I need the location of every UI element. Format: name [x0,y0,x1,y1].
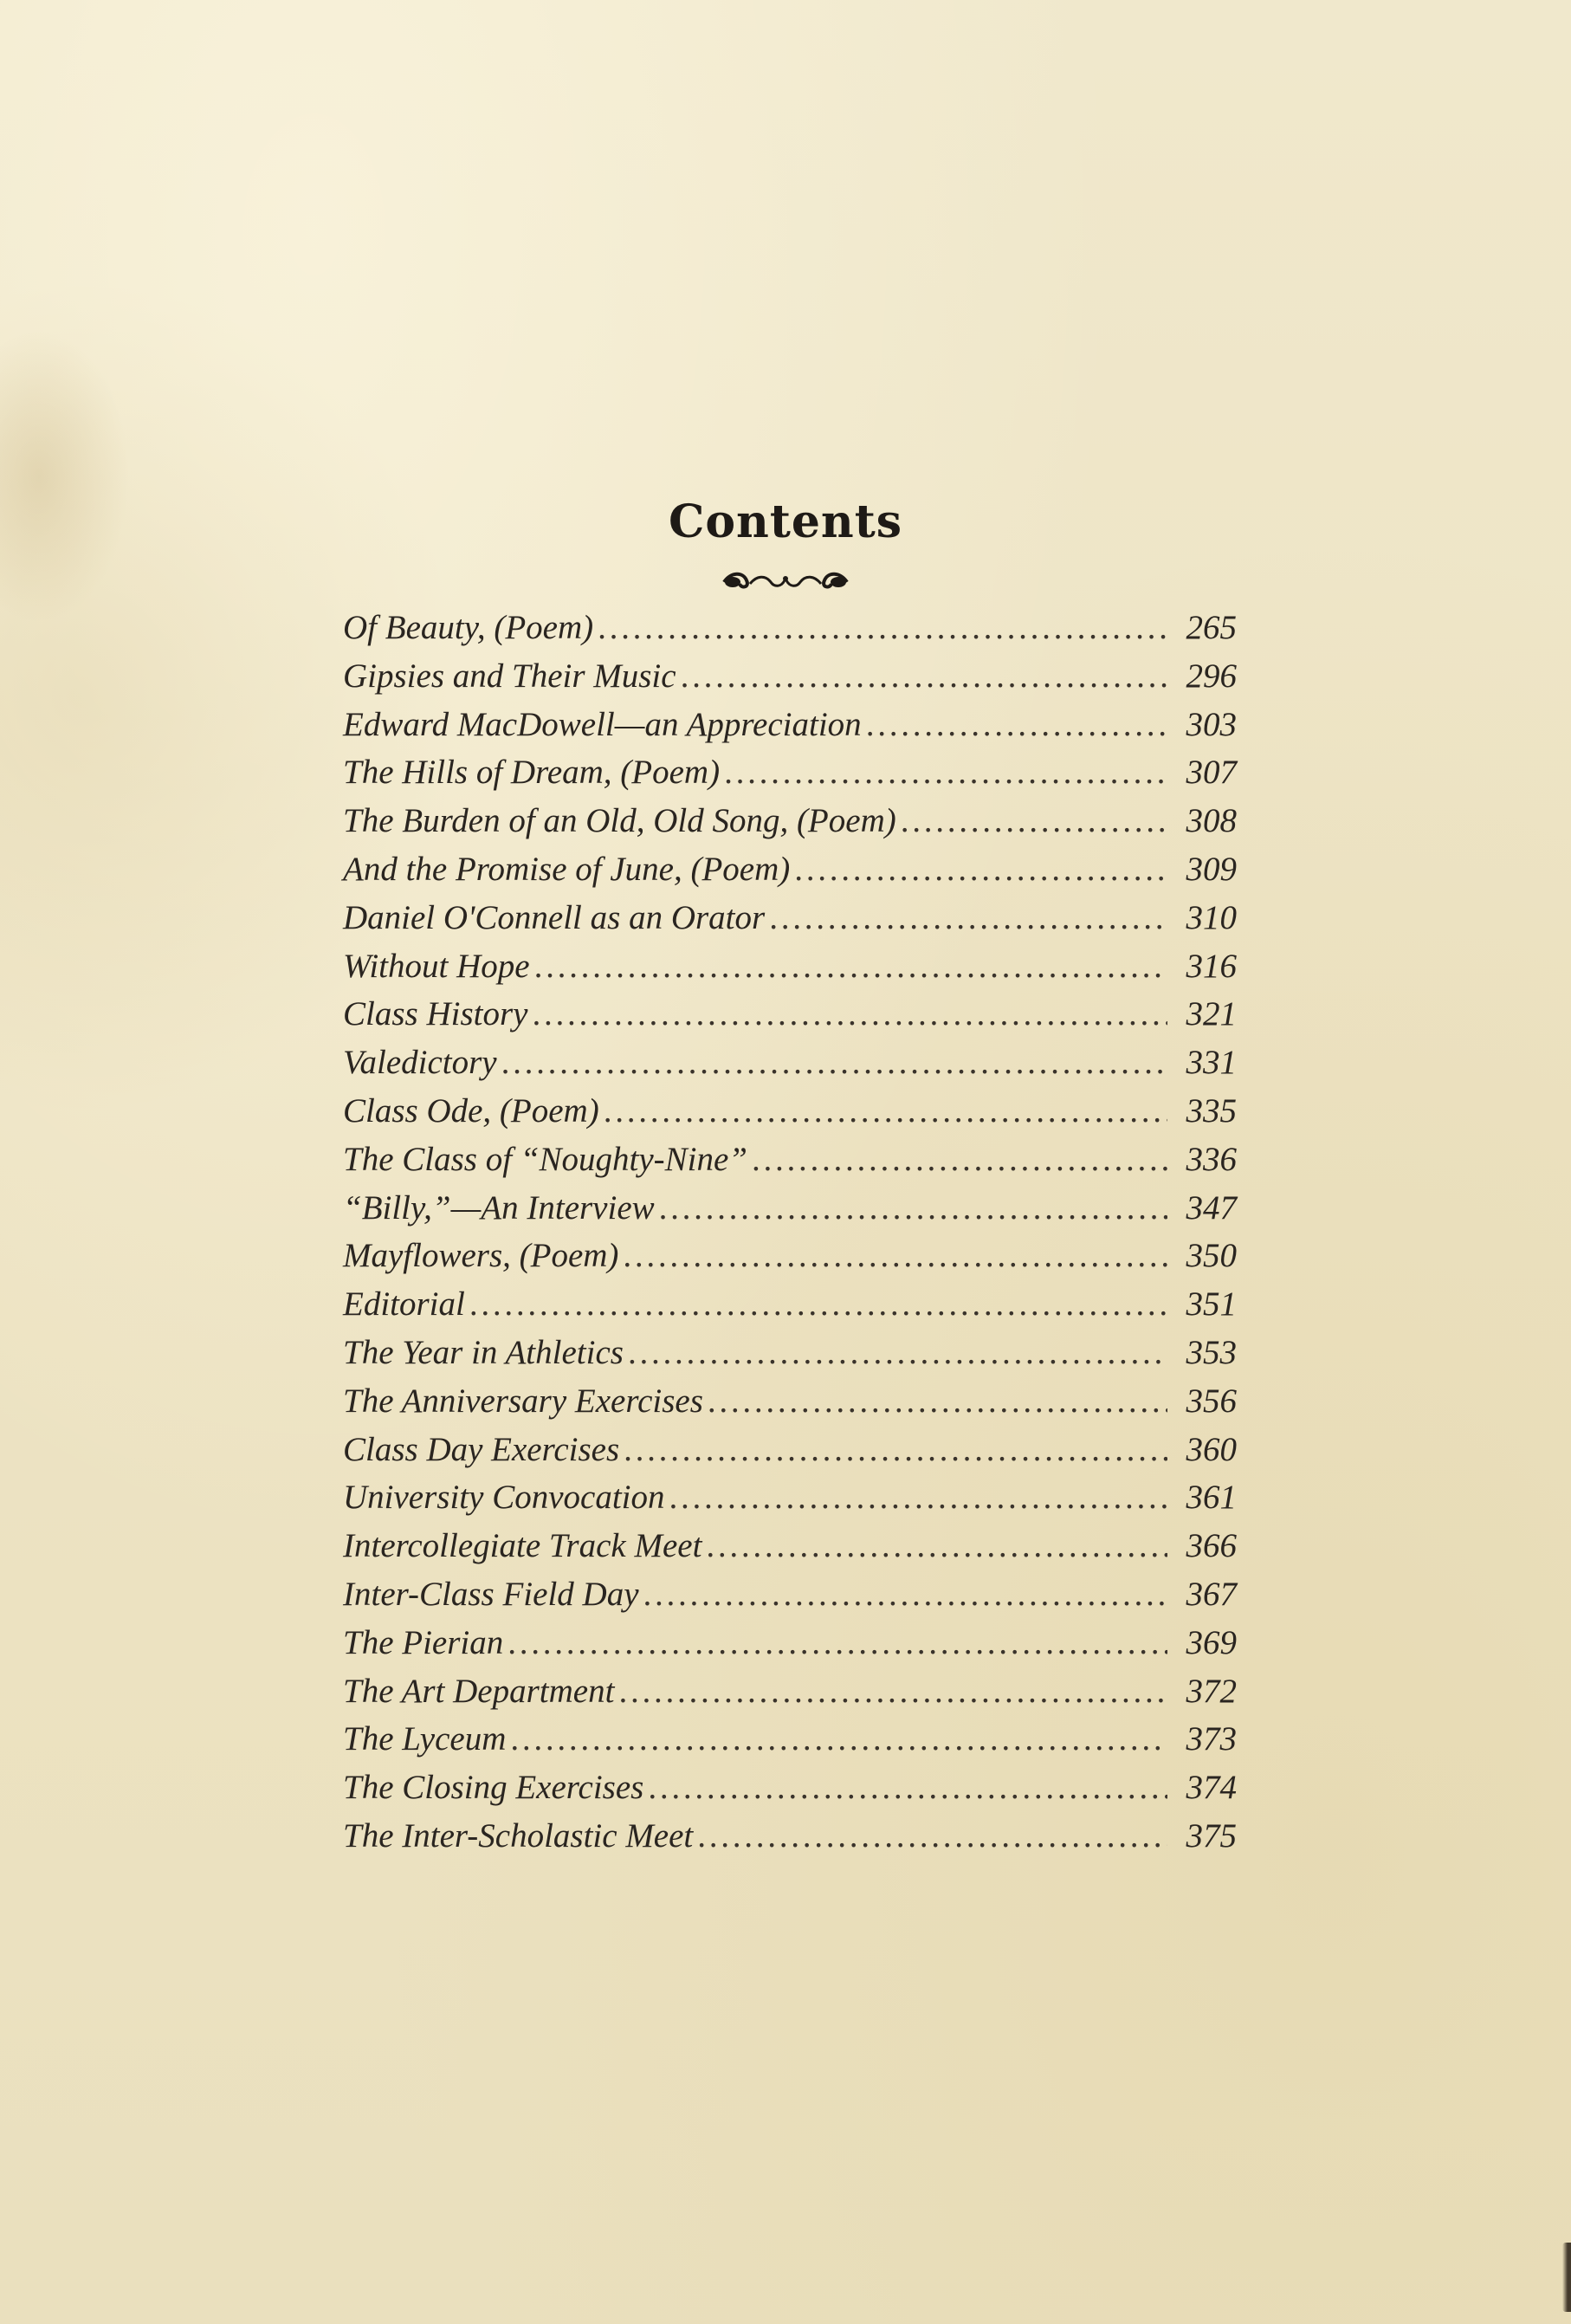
dot-leader [682,657,1167,696]
toc-entry [343,801,1237,850]
toc-entry [343,1526,1237,1575]
toc-entry [343,753,1237,801]
dot-leader [470,1285,1167,1324]
toc-entry-page-number: 351 [1186,1285,1237,1324]
dot-leader [708,1382,1167,1421]
toc-entry-title: Mayflowers, (Poem) [343,1237,619,1275]
toc-entry-title: The Pierian [343,1623,504,1661]
dot-leader [795,850,1167,889]
dot-leader [644,1575,1168,1614]
toc-entry [343,947,1237,995]
toc-entry-title: University Convocation [343,1479,665,1517]
toc-entry-title: Class History [343,995,528,1033]
toc-entry-title: Daniel O'Connell as an Orator [343,898,766,936]
toc-entry [343,1236,1237,1285]
dot-leader [502,1043,1167,1082]
toc-entry [343,705,1237,754]
toc-entry-title: The Lyceum [343,1720,507,1758]
toc-entry-page-number: 307 [1186,754,1237,792]
dot-leader [902,801,1167,840]
dot-leader [624,1430,1167,1469]
table-of-contents [343,608,1237,1865]
toc-entry [343,1478,1237,1526]
toc-entry [343,608,1237,657]
toc-entry [343,1285,1237,1333]
toc-entry-title: The Year in Athletics [343,1333,624,1371]
dot-leader [649,1768,1167,1807]
toc-entry [343,1816,1237,1865]
toc-entry [343,1188,1237,1237]
toc-entry-page-number: 350 [1186,1237,1237,1275]
toc-entry-page-number: 265 [1186,609,1237,646]
toc-entry-page-number: 360 [1186,1430,1237,1468]
toc-entry-page-number: 375 [1186,1816,1237,1855]
toc-entry-title: Inter-Class Field Day [343,1575,639,1613]
toc-entry-page-number: 321 [1186,995,1237,1033]
toc-entry-title: The Closing Exercises [343,1769,644,1807]
dot-leader [707,1526,1167,1565]
toc-entry-title: And the Promise of June, (Poem) [343,850,791,888]
dot-leader [598,608,1167,647]
toc-entry-title: Edward MacDowell—an Appreciation [343,705,862,743]
toc-entry-page-number: 372 [1186,1672,1237,1710]
toc-entry [343,898,1237,947]
toc-entry-page-number: 309 [1186,850,1237,888]
toc-entry [343,657,1237,705]
toc-entry-page-number: 308 [1186,802,1237,840]
toc-entry [343,1430,1237,1479]
toc-entry [343,1043,1237,1091]
toc-entry-title: Class Ode, (Poem) [343,1091,599,1130]
toc-entry-page-number: 331 [1186,1044,1237,1082]
toc-entry [343,1768,1237,1816]
toc-entry [343,1091,1237,1140]
dot-leader [867,705,1167,744]
toc-entry-title: Without Hope [343,947,530,985]
toc-entry [343,1140,1237,1188]
toc-entry-page-number: 353 [1186,1333,1237,1371]
dot-leader [533,994,1167,1033]
toc-entry-page-number: 361 [1186,1479,1237,1517]
toc-entry-page-number: 336 [1186,1140,1237,1178]
dot-leader [770,898,1167,937]
dot-leader [725,753,1167,792]
dot-leader [508,1623,1167,1662]
dot-leader [629,1333,1167,1372]
toc-entry-title: The Anniversary Exercises [343,1382,703,1420]
toc-entry-page-number: 373 [1186,1720,1237,1758]
dot-leader [535,947,1167,986]
toc-entry-title: Gipsies and Their Music [343,657,676,695]
toc-entry-page-number: 374 [1186,1769,1237,1807]
toc-entry-title: “Billy,”—An Interview [343,1188,655,1227]
page-edge-mark [1562,2243,1571,2312]
toc-entry-page-number: 356 [1186,1382,1237,1420]
dot-leader [511,1719,1167,1758]
dot-leader [698,1816,1167,1855]
toc-entry [343,1623,1237,1672]
toc-entry-title: Editorial [343,1285,465,1324]
contents-heading: Contents [668,495,903,548]
toc-entry-title: Class Day Exercises [343,1430,620,1468]
toc-entry [343,1575,1237,1623]
toc-entry [343,994,1237,1043]
toc-entry-title: Intercollegiate Track Meet [343,1527,702,1565]
dot-leader [660,1188,1167,1227]
toc-entry [343,1672,1237,1720]
toc-entry [343,1382,1237,1430]
dot-leader [624,1236,1167,1275]
toc-entry-title: The Class of “Noughty-Nine” [343,1140,747,1178]
ornament-flourish-icon [721,566,850,594]
toc-entry-page-number: 366 [1186,1527,1237,1565]
toc-entry-page-number: 316 [1186,947,1237,985]
toc-entry [343,850,1237,898]
dot-leader [670,1478,1167,1517]
toc-entry-page-number: 310 [1186,898,1237,936]
toc-entry-page-number: 347 [1186,1188,1237,1227]
toc-entry-title: The Burden of an Old, Old Song, (Poem) [343,802,896,840]
toc-entry-title: The Hills of Dream, (Poem) [343,754,721,792]
toc-entry-title: Of Beauty, (Poem) [343,609,594,646]
toc-entry-page-number: 369 [1186,1623,1237,1661]
toc-entry-page-number: 296 [1186,657,1237,695]
dot-leader [619,1672,1167,1711]
toc-entry-title: Valedictory [343,1044,497,1082]
toc-entry-page-number: 367 [1186,1575,1237,1613]
paper-stain [0,329,130,624]
toc-entry [343,1719,1237,1768]
toc-entry-title: The Inter-Scholastic Meet [343,1816,694,1855]
toc-entry-page-number: 303 [1186,705,1237,743]
toc-entry [343,1333,1237,1382]
toc-entry-page-number: 335 [1186,1091,1237,1130]
dot-leader [604,1091,1167,1130]
toc-entry-title: The Art Department [343,1672,615,1710]
dot-leader [753,1140,1167,1179]
